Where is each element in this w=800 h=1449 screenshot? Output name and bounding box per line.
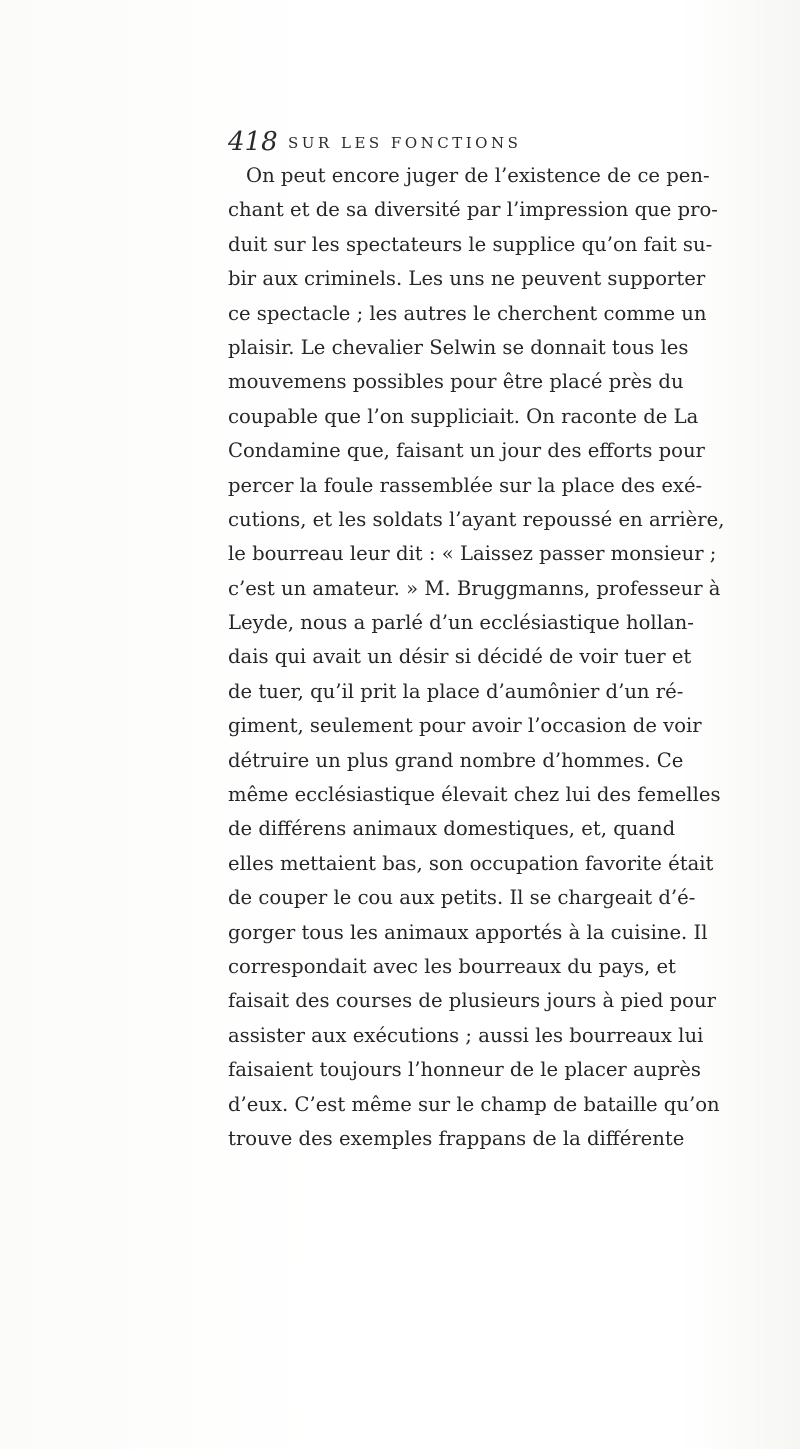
text-line: de tuer, qu’il prit la place d’aumônier d’un ré- (228, 679, 684, 703)
text-line: percer la foule rassemblée sur la place des exé- (228, 473, 703, 497)
text-line: Condamine que, faisant un jour des efforts pour (228, 439, 705, 463)
text-line: ce spectacle ; les autres le cherchent comme un (228, 301, 707, 325)
running-head: SUR LES FONCTIONS (288, 134, 522, 152)
text-line: de différens animaux domestiques, et, quand (228, 817, 676, 841)
text-line: dais qui avait un désir si décidé de voir tuer et (228, 645, 692, 669)
page-header (228, 126, 648, 158)
text-line: bir aux criminels. Les uns ne peuvent supporter (228, 267, 706, 291)
text-line: trouve des exemples frappans de la différente (228, 1126, 685, 1150)
text-line: correspondait avec les bourreaux du pays, et (228, 954, 676, 978)
body-paragraph (228, 159, 725, 1156)
text-line: plaisir. Le chevalier Selwin se donnait tous les (228, 335, 689, 359)
text-line: même ecclésiastique élevait chez lui des femelles (228, 783, 721, 807)
text-line: coupable que l’on suppliciait. On raconte de La (228, 404, 699, 428)
text-line: Leyde, nous a parlé d’un ecclésiastique hollan- (228, 611, 694, 635)
text-line: assister aux exécutions ; aussi les bourreaux lui (228, 1023, 704, 1047)
text-line: On peut encore juger de l’existence de ce pen- (246, 164, 710, 187)
text-line: chant et de sa diversité par l’impression que pro- (228, 198, 718, 222)
text-line: détruire un plus grand nombre d’hommes. Ce (228, 748, 684, 772)
page-number: 418 (228, 127, 278, 157)
text-line: giment, seulement pour avoir l’occasion de voir (228, 714, 702, 738)
text-line: de couper le cou aux petits. Il se chargeait d’é- (228, 886, 696, 910)
text-line: c’est un amateur. » M. Bruggmanns, professeur à (228, 576, 721, 600)
text-line: mouvemens possibles pour être placé près du (228, 370, 684, 394)
text-line: elles mettaient bas, son occupation favorite était (228, 851, 714, 875)
text-line: d’eux. C’est même sur le champ de bataille qu’on (228, 1092, 720, 1116)
text-line: cutions, et les soldats l’ayant repoussé en arrière, (228, 507, 725, 531)
text-line: faisaient toujours l’honneur de le placer auprès (228, 1058, 701, 1082)
text-line: faisait des courses de plusieurs jours à pied pour (228, 989, 716, 1013)
text-line: le bourreau leur dit : « Laissez passer monsieur ; (228, 542, 717, 566)
text-line: duit sur les spectateurs le supplice qu’on fait su- (228, 232, 713, 256)
text-line: gorger tous les animaux apportés à la cuisine. Il (228, 920, 708, 944)
